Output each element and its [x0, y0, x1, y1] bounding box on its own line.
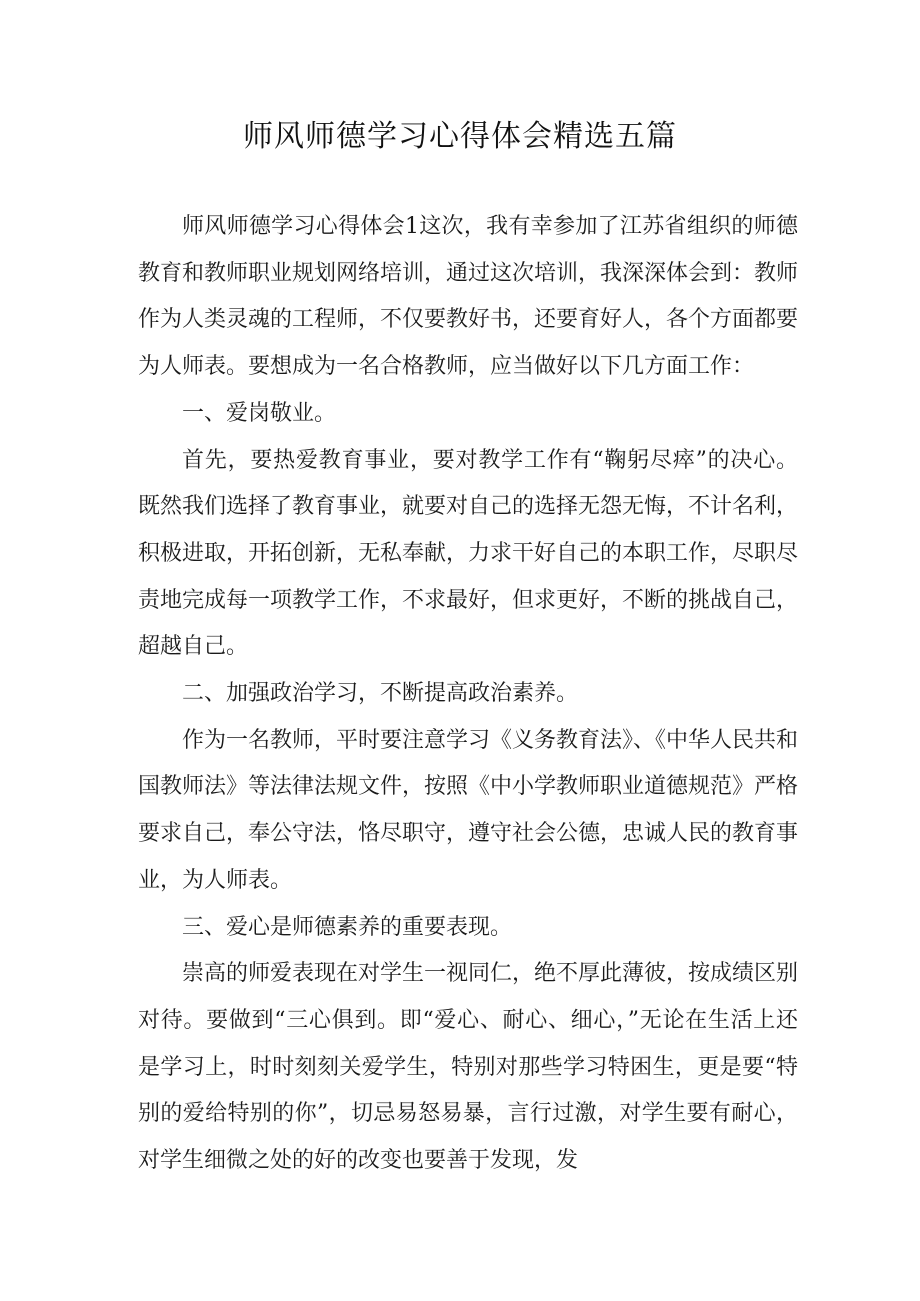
paragraph-intro: 师风师德学习心得体会1这次，我有幸参加了江苏省组织的师德教育和教师职业规划网络培训，通过这次培训，我深深体会到：教师作为人类灵魂的工程师，不仅要教好书，还要育好人，各个方面都要为人师表。要想成为一名合格教师，应当做好以下几方面工作：: [138, 214, 799, 380]
section-heading-3: 三、爱心是师德素养的重要表现。: [182, 914, 513, 940]
paragraph-2: 作为一名教师，平时要注意学习《义务教育法》、《中华人民共和国教师法》等法律法规文件，按照《中小学教师职业道德规范》严格要求自己，奉公守法，恪尽职守，遵守社会公德，忠诚人民的教育事业，为人师表。: [138, 727, 799, 893]
document-title: 师风师德学习心得体会精选五篇: [243, 119, 677, 154]
document-body: [138, 204, 798, 1185]
section-heading-2: 二、加强政治学习，不断提高政治素养。: [182, 681, 579, 707]
section-heading-1: 一、爱岗敬业。: [182, 400, 337, 426]
paragraph-1: 首先，要热爱教育事业，要对教学工作有“鞠躬尽瘁”的决心。既然我们选择了教育事业，就要对自己的选择无怨无悔，不计名利，积极进取，开拓创新，无私奉献，力求干好自己的本职工作，尽职尽责地完成每一项教学工作，不求最好，但求更好，不断的挑战自己，超越自己。: [138, 447, 799, 660]
paragraph-3: 崇高的师爱表现在对学生一视同仁，绝不厚此薄彼，按成绩区别对待。要做到“三心俱到。即“爱心、耐心、细心，”无论在生活上还是学习上，时时刻刻关爱学生，特别对那些学习特困生，更是要“特别的爱给特别的你”，切忌易怒易暴，言行过激，对学生要有耐心，对学生细微之处的好的改变也要善于发现，发: [138, 961, 799, 1174]
